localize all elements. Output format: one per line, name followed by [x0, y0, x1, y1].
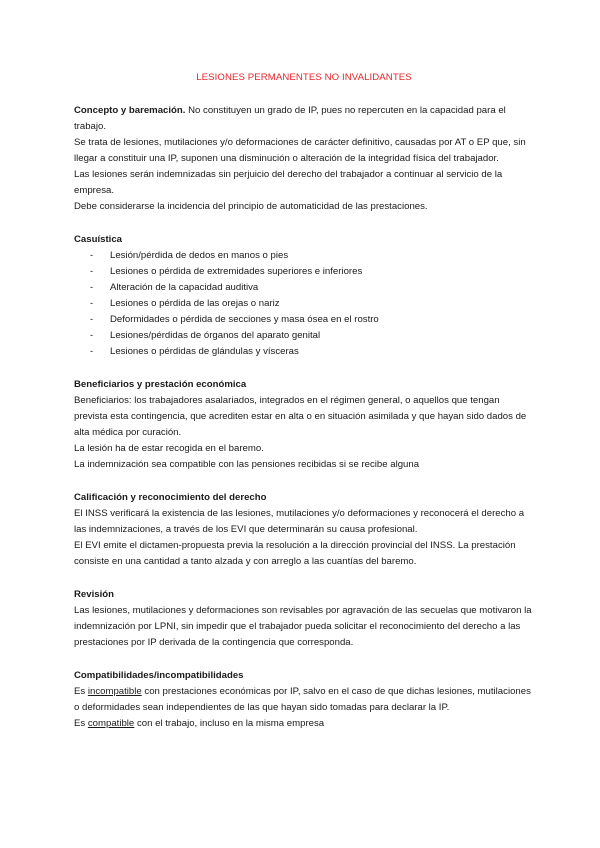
concepto-paragraph: Debe considerarse la incidencia del principio de automaticidad de las prestaciones.	[74, 201, 428, 212]
incompatibilidad-paragraph	[74, 684, 534, 716]
calificacion-paragraph: El INSS verificará la existencia de las lesiones, mutilaciones y/o deformaciones y reconocerá el derecho a las indemnizaciones, a través de los EVI que determinarán su causa profesional.	[74, 508, 525, 535]
list-item-text: Lesiones o pérdidas de glándulas y vísceras	[110, 346, 299, 357]
concepto-lead-text: No constituyen un grado de IP, pues no repercuten en la capacidad para el trabajo.	[74, 105, 506, 132]
compatibilidades-heading: Compatibilidades/incompatibilidades	[74, 670, 244, 681]
list-item	[74, 328, 534, 344]
list-item-text: Lesiones o pérdida de extremidades superiores e inferiores	[110, 266, 363, 277]
concepto-paragraph: Las lesiones serán indemnizadas sin perjuicio del derecho del trabajador a continuar al servicio de la empresa.	[74, 169, 503, 196]
compatibilidad-prefix: Es	[74, 718, 88, 729]
dash-bullet: -	[90, 266, 94, 277]
section-beneficiarios	[74, 377, 534, 473]
list-item-text: Lesión/pérdida de dedos en manos o pies	[110, 250, 289, 261]
dash-bullet: -	[90, 346, 94, 357]
compatibilidad-paragraph	[74, 716, 534, 732]
list-item	[74, 248, 534, 264]
section-compatibilidades	[74, 668, 534, 732]
list-item	[74, 296, 534, 312]
compatibilidad-text: con el trabajo, incluso en la misma empresa	[134, 718, 325, 729]
section-revision	[74, 587, 534, 651]
list-item	[74, 312, 534, 328]
list-item-text: Lesiones/pérdidas de órganos del aparato genital	[110, 330, 321, 341]
beneficiarios-paragraph: La lesión ha de estar recogida en el baremo.	[74, 443, 264, 454]
section-casuistica	[74, 232, 534, 360]
list-item-text: Lesiones o pérdida de las orejas o nariz	[110, 298, 280, 309]
casuistica-list	[74, 248, 534, 360]
document-title: LESIONES PERMANENTES NO INVALIDANTES	[196, 72, 412, 83]
dash-bullet: -	[90, 298, 94, 309]
dash-bullet: -	[90, 314, 94, 325]
casuistica-heading: Casuística	[74, 234, 122, 245]
list-item-text: Deformidades o pérdida de secciones y masa ósea en el rostro	[110, 314, 379, 325]
dash-bullet: -	[90, 282, 94, 293]
concepto-heading: Concepto y baremación.	[74, 105, 186, 116]
section-calificacion	[74, 490, 534, 570]
dash-bullet: -	[90, 330, 94, 341]
document-page	[74, 70, 534, 749]
beneficiarios-paragraph: Beneficiarios: los trabajadores asalariados, integrados en el régimen general, o aquellos que tengan prevista esta contingencia, que acrediten estar en alta o en situación asimilada y que hayan sido dados de alta médica por curación.	[74, 395, 527, 438]
revision-heading: Revisión	[74, 589, 114, 600]
calificacion-paragraph: El EVI emite el dictamen-propuesta previa la resolución a la dirección provincial del INSS. La prestación consiste en una cantidad a tanto alzada y con arreglo a las cuantías del baremo.	[74, 540, 516, 567]
concepto-paragraph: Se trata de lesiones, mutilaciones y/o deformaciones de carácter definitivo, causadas por AT o EP que, sin llegar a constituir una IP, suponen una disminución o alteración de la integridad física del trabajador.	[74, 137, 526, 164]
list-item	[74, 280, 534, 296]
dash-bullet: -	[90, 250, 94, 261]
concepto-lead-paragraph	[74, 103, 534, 135]
incompatible-term: incompatible	[87, 686, 142, 697]
calificacion-heading: Calificación y reconocimiento del derecho	[74, 492, 267, 503]
incompatibilidad-prefix: Es	[74, 686, 88, 697]
list-item	[74, 264, 534, 280]
revision-paragraph: Las lesiones, mutilaciones y deformaciones son revisables por agravación de las secuelas que motivaron la indemnización por LPNI, sin impedir que el trabajador pueda solicitar el reconocimiento del derecho a las prestaciones por IP derivada de la contingencia que corresponda.	[74, 605, 532, 648]
section-concepto	[74, 103, 534, 215]
list-item	[74, 344, 534, 360]
incompatibilidad-text: con prestaciones económicas por IP, salvo en el caso de que dichas lesiones, mutilaciones o deformidades sean independientes de las que hayan sido tomadas para declarar la IP.	[74, 686, 531, 713]
beneficiarios-heading: Beneficiarios y prestación económica	[74, 379, 247, 390]
compatible-term: compatible	[87, 718, 135, 729]
beneficiarios-paragraph: La indemnización sea compatible con las pensiones recibidas si se recibe alguna	[74, 459, 420, 470]
list-item-text: Alteración de la capacidad auditiva	[110, 282, 259, 293]
